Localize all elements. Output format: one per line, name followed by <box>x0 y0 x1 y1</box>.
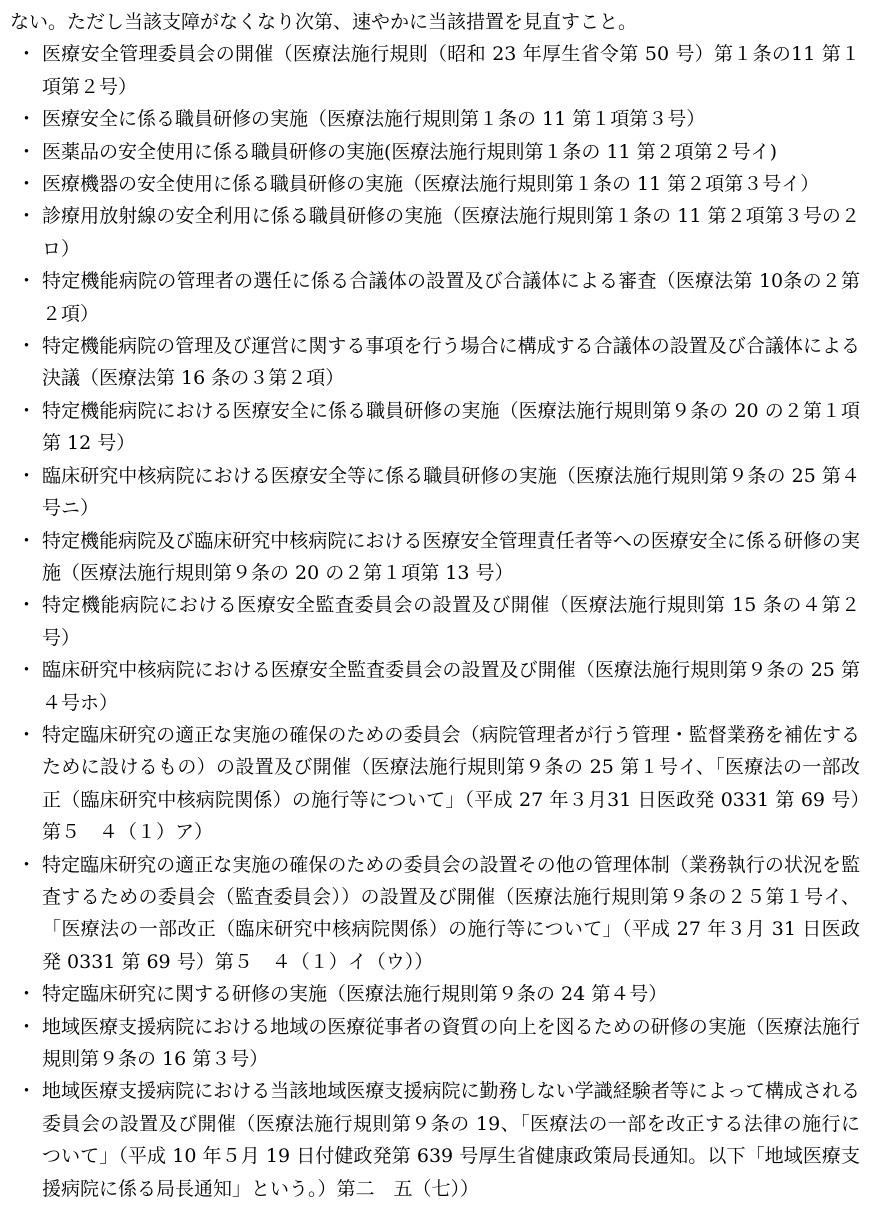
list-item <box>10 200 860 265</box>
list-item-text: 医療安全管理委員会の開催（医療法施行規則（昭和 23 年厚生省令第 50 号）第１条の11 第１項第２号） <box>42 43 860 98</box>
bullet-marker: ・ <box>17 140 37 163</box>
bullet-marker: ・ <box>17 659 37 682</box>
list-item <box>10 589 860 654</box>
list-item-text: 臨床研究中核病院における医療安全等に係る職員研修の実施（医療法施行規則第９条の 25 第４号ニ） <box>42 464 860 520</box>
list-item <box>10 103 860 135</box>
bullet-marker: ・ <box>17 1080 37 1103</box>
list-item-text: 地域医療支援病院における地域の医療従事者の資質の向上を図るための研修の実施（医療法施行規則第９条の 16 第３号） <box>42 1015 860 1070</box>
list-item <box>10 1011 860 1076</box>
list-item <box>10 38 860 103</box>
bullet-marker: ・ <box>17 529 37 552</box>
intro-line: ない。ただし当該支障がなくなり次第、速やかに当該措置を見直すこと。 <box>10 11 638 33</box>
list-item-text: 特定機能病院における医療安全に係る職員研修の実施（医療法施行規則第９条の 20 の２第１項第 12 号） <box>42 399 860 455</box>
list-item <box>10 330 860 395</box>
list-item <box>10 1075 860 1205</box>
list-item <box>10 525 860 590</box>
bullet-marker: ・ <box>17 723 37 746</box>
bullet-marker: ・ <box>17 399 37 422</box>
bullet-marker: ・ <box>17 43 37 66</box>
bullet-marker: ・ <box>17 270 37 293</box>
bullet-marker: ・ <box>17 173 37 196</box>
list-item <box>10 460 860 525</box>
list-item <box>10 395 860 460</box>
list-item-text: 診療用放射線の安全利用に係る職員研修の実施（医療法施行規則第１条の 11 第２項第３号の２ロ） <box>42 205 860 260</box>
list-item-text: 医療安全に係る職員研修の実施（医療法施行規則第１条の 11 第１項第３号） <box>42 108 706 131</box>
list-item-text: 特定機能病院における医療安全監査委員会の設置及び開催（医療法施行規則第 15 条の４第２号） <box>42 594 860 649</box>
list-item-text: 特定機能病院の管理及び運営に関する事項を行う場合に構成する合議体の設置及び合議体による決議（医療法第 16 条の３第２項） <box>42 335 860 390</box>
list-item <box>10 168 860 200</box>
list-item-text: 特定臨床研究の適正な実施の確保のための委員会（病院管理者が行う管理・監督業務を補佐するために設けるもの）の設置及び開催（医療法施行規則第９条の 25 第１号イ、「医療法の一部改正（臨床研究中核病院関係）の施行等について」（平成 27 年３月31 日医政発 0331 第 69 号）第５ ４（１）ア） <box>42 723 860 844</box>
list-item <box>10 719 860 849</box>
list-item <box>10 978 860 1010</box>
list-item-text: 医療機器の安全使用に係る職員研修の実施（医療法施行規則第１条の 11 第２項第３号イ） <box>42 173 820 196</box>
bullet-marker: ・ <box>17 205 37 228</box>
list-item-text: 特定臨床研究の適正な実施の確保のための委員会の設置その他の管理体制（業務執行の状況を監査するための委員会（監査委員会））の設置及び開催（医療法施行規則第９条の２５第１号イ、「医療法の一部改正（臨床研究中核病院関係）の施行等について」（平成 27 年３月 31 日医政発 0331 第 69 号）第５ ４（１）イ（ウ）） <box>42 853 860 973</box>
list-item-text: 特定機能病院及び臨床研究中核病院における医療安全管理責任者等への医療安全に係る研修の実施（医療法施行規則第９条の 20 の２第１項第 13 号） <box>42 529 860 584</box>
bullet-marker: ・ <box>17 853 37 876</box>
bullet-marker: ・ <box>17 1015 37 1038</box>
list-item <box>10 136 860 168</box>
list-item <box>10 654 860 719</box>
bullet-marker: ・ <box>17 983 37 1006</box>
list-item-text: 特定臨床研究に関する研修の実施（医療法施行規則第９条の 24 第４号） <box>42 983 668 1006</box>
measure-list <box>10 38 860 1205</box>
bullet-marker: ・ <box>17 594 37 617</box>
list-item <box>10 265 860 330</box>
bullet-marker: ・ <box>17 464 37 487</box>
list-item-text: 特定機能病院の管理者の選任に係る合議体の設置及び合議体による審査（医療法第 10条の２第２項） <box>42 270 860 325</box>
list-item-text: 臨床研究中核病院における医療安全監査委員会の設置及び開催（医療法施行規則第９条の 25 第４号ホ） <box>42 659 860 714</box>
bullet-marker: ・ <box>17 108 37 131</box>
list-item <box>10 849 860 979</box>
bullet-marker: ・ <box>17 335 37 358</box>
list-item-text: 地域医療支援病院における当該地域医療支援病院に勤務しない学識経験者等によって構成される委員会の設置及び開催（医療法施行規則第９条の 19、「医療法の一部を改正する法律の施行について」（平成 10 年５月 19 日付健政発第 639 号厚生省健康政策局長通知。以下「地域医療支援病院に係る局長通知」という。）第二 五（七）） <box>42 1080 860 1200</box>
list-item-text: 医薬品の安全使用に係る職員研修の実施(医療法施行規則第１条の 11 第２項第２号イ) <box>42 140 778 163</box>
